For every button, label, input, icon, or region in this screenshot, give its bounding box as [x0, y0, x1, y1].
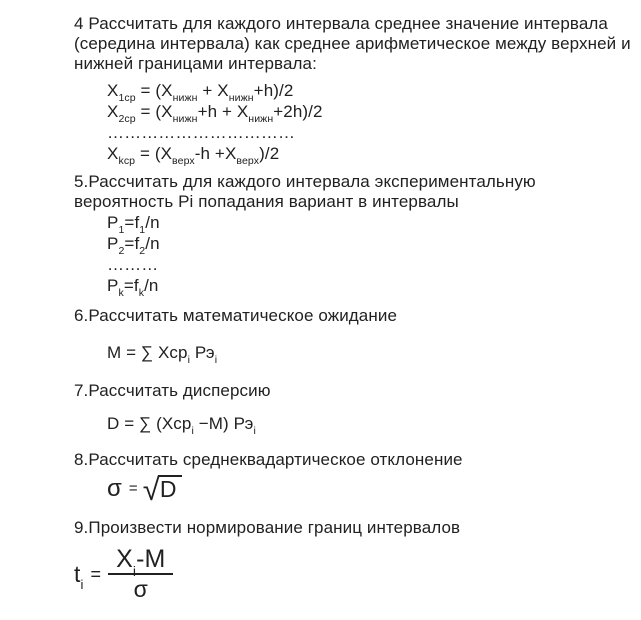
formula-text: = (X — [135, 102, 173, 121]
section-6-expected-value — [74, 306, 623, 367]
t-symbol: $t_i$ — [74, 560, 84, 593]
sqrt-radicand: D — [158, 475, 182, 502]
formula-subscript: нижн — [228, 92, 254, 105]
formula-subscript: 1ср — [118, 92, 136, 105]
formula-line — [107, 143, 623, 168]
fraction — [108, 546, 173, 603]
formula-subscript: 2 — [118, 245, 125, 258]
section-4-interval-mean — [74, 14, 631, 168]
equals-sign: = — [90, 564, 102, 585]
formula-variance — [107, 413, 623, 438]
formula-text: ……… — [107, 255, 159, 274]
formula-text: +2h)/2 — [273, 102, 323, 121]
formula-t-normalization — [74, 546, 623, 603]
x-subscript: i — [132, 563, 137, 579]
formula-line — [107, 101, 623, 126]
t-subscript: i — [80, 577, 84, 593]
formula-subscript: 2 — [139, 245, 146, 258]
formula-text: /n — [145, 234, 160, 253]
formula-text: D = ∑ (Xср — [107, 414, 192, 433]
formula-text: P — [107, 213, 119, 232]
formula-text: −M) Рэ — [193, 414, 254, 433]
formula-text: =f — [124, 213, 140, 232]
formula-text: X — [107, 144, 119, 163]
formula-text: X — [107, 81, 119, 100]
section-title: 8.Рассчитать среднеквадартическое отклонение — [74, 450, 463, 469]
paragraph-line: 4 Рассчитать для каждого интервала среднее значение интервала — [74, 14, 608, 33]
section-title: 7.Рассчитать дисперсию — [74, 381, 271, 400]
sigma-symbol: σ — [107, 475, 122, 502]
formula-subscript: i — [187, 354, 191, 367]
formula-line — [107, 275, 623, 300]
formula-subscript: i — [214, 354, 218, 367]
formula-block-interval-means — [107, 80, 623, 168]
ellipsis-line — [107, 254, 623, 275]
radical-sign: √ — [142, 471, 160, 507]
section-title: 9.Произвести нормирование границ интервалов — [74, 518, 461, 537]
formula-sigma-sqrt-d — [107, 472, 623, 506]
formula-subscript: нижн — [248, 113, 274, 126]
formula-text: =f — [124, 234, 140, 253]
section-title: 6.Рассчитать математическое ожидание — [74, 306, 397, 325]
formula-subscript: 2ср — [118, 113, 136, 126]
formula-text: = (X — [135, 81, 173, 100]
formula-expected-value — [107, 342, 623, 367]
formula-line — [107, 212, 623, 237]
formula-subscript: k — [118, 287, 124, 300]
formula-text: = (X — [135, 144, 173, 163]
section-8-std-deviation — [74, 450, 623, 506]
formula-text: /n — [145, 213, 160, 232]
formula-text: =f — [123, 276, 139, 295]
formula-subscript: верх — [236, 155, 260, 168]
paragraph-line: (середина интервала) как среднее арифметическое между верхней и — [74, 34, 631, 53]
paragraph-line: 5.Рассчитать для каждого интервала экспериментальную — [74, 172, 536, 191]
formula-text: /n — [144, 276, 159, 295]
paragraph-line: вероятность Pi попадания вариант в интервалы — [74, 192, 459, 211]
formula-subscript: нижн — [172, 113, 198, 126]
formula-subscript: 1 — [139, 224, 146, 237]
formula-subscript: верх — [172, 155, 195, 168]
fraction-denominator: σ — [133, 576, 148, 603]
formula-text: -h +X — [194, 144, 237, 163]
formula-subscript: kср — [118, 155, 136, 168]
formula-text: X — [107, 102, 119, 121]
section-9-normalization — [74, 518, 623, 603]
formula-text: +h)/2 — [253, 81, 294, 100]
section-7-variance — [74, 381, 623, 438]
formula-text: Рэ — [190, 343, 215, 362]
formula-text: P — [107, 234, 119, 253]
formula-line — [107, 233, 623, 258]
formula-text: + X — [197, 81, 229, 100]
formula-subscript: i — [253, 425, 256, 438]
formula-text: +h + X — [197, 102, 249, 121]
formula-subscript: нижн — [172, 92, 198, 105]
formula-text: )/2 — [259, 144, 280, 163]
formula-subscript: i — [191, 425, 194, 438]
formula-text: M = ∑ Xср — [107, 343, 188, 362]
formula-line — [107, 80, 623, 105]
square-root — [142, 471, 182, 507]
formula-text: …………………………… — [107, 123, 296, 142]
section-5-experimental-probability — [74, 172, 623, 300]
formula-subscript: k — [138, 287, 145, 300]
formula-subscript: 1 — [118, 224, 125, 237]
paragraph-line: нижней границами интервала: — [74, 54, 317, 73]
equals-sign: = — [128, 480, 138, 497]
formula-block-probabilities — [107, 212, 623, 300]
ellipsis-line — [107, 122, 623, 143]
fraction-numerator: $X_i-M$ — [108, 546, 173, 575]
formula-text: P — [107, 276, 119, 295]
